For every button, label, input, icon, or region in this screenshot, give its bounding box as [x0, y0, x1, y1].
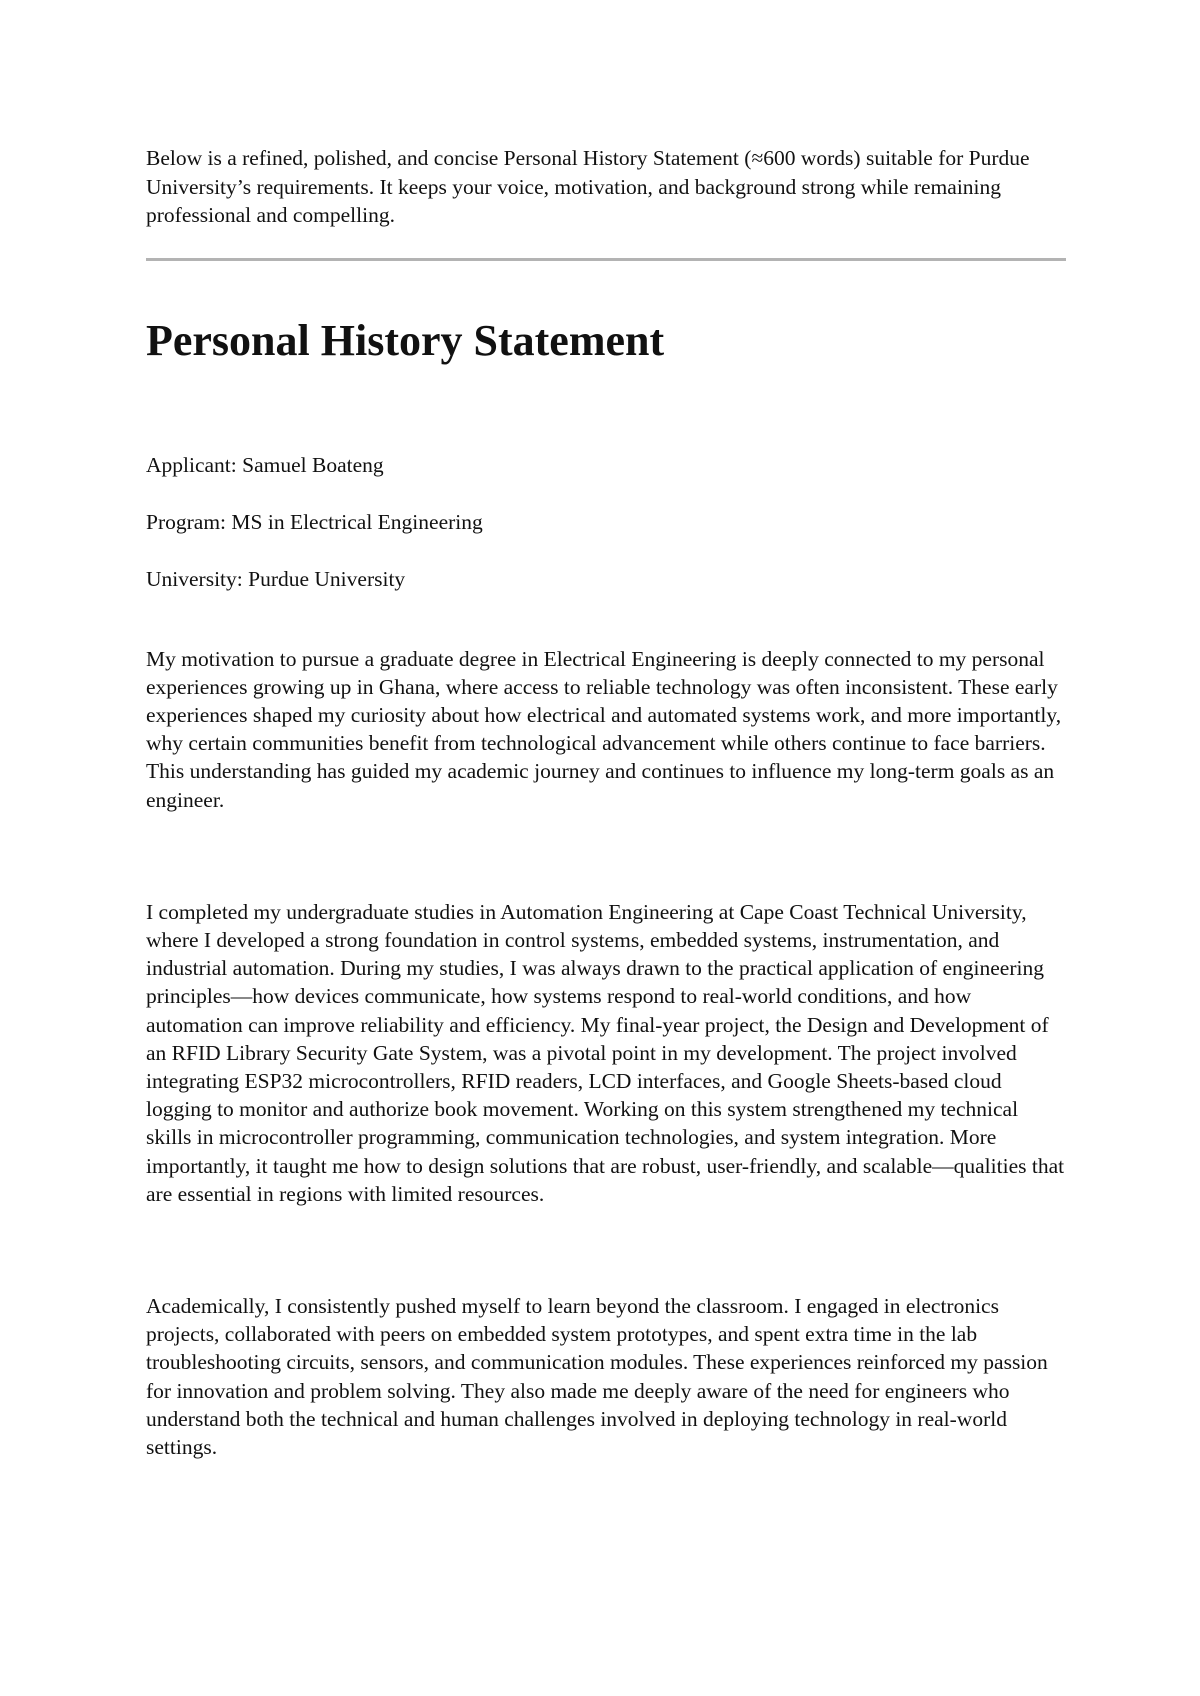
applicant-details: [146, 451, 1066, 593]
statement-body: [146, 645, 1066, 1462]
page-title: Personal History Statement: [146, 315, 665, 365]
program-line: Program: MS in Electrical Engineering: [146, 509, 483, 534]
document-page: [146, 144, 1066, 1461]
horizontal-divider: [146, 258, 1066, 261]
intro-paragraph: Below is a refined, polished, and concise Personal History Statement (≈600 words) suitable for Purdue University’s requirements. It keeps your voice, motivation, and background strong while remaining professional and compelling.: [146, 146, 1030, 227]
body-paragraph-academic: Academically, I consistently pushed myself to learn beyond the classroom. I engaged in electronics projects, collaborated with peers on embedded system prototypes, and spent extra time in the lab troubleshooting circuits, sensors, and communication modules. These experiences reinforced my passion for innovation and problem solving. They also made me deeply aware of the need for engineers who understand both the technical and human challenges involved in deploying technology in real-world settings.: [146, 1293, 1048, 1459]
body-paragraph-undergraduate: I completed my undergraduate studies in Automation Engineering at Cape Coast Technical University, where I developed a strong foundation in control systems, embedded systems, instrumentation, and industrial automation. During my studies, I was always drawn to the practical application of engineering principles—how devices communicate, how systems respond to real-world conditions, and how automation can improve reliability and efficiency. My final-year project, the Design and Development of an RFID Library Security Gate System, was a pivotal point in my development. The project involved integrating ESP32 microcontrollers, RFID readers, LCD interfaces, and Google Sheets-based cloud logging to monitor and authorize book movement. Working on this system strengthened my technical skills in microcontroller programming, communication technologies, and system integration. More importantly, it taught me how to design solutions that are robust, user-friendly, and scalable—qualities that are essential in regions with limited resources.: [146, 899, 1065, 1206]
body-paragraph-motivation: My motivation to pursue a graduate degree in Electrical Engineering is deeply connected to my personal experiences growing up in Ghana, where access to reliable technology was often inconsistent. These early experiences shaped my curiosity about how electrical and automated systems work, and more importantly, why certain communities benefit from technological advancement while others continue to face barriers. This understanding has guided my academic journey and continues to influence my long-term goals as an engineer.: [146, 646, 1062, 812]
applicant-line: Applicant: Samuel Boateng: [146, 452, 384, 477]
university-line: University: Purdue University: [146, 566, 406, 591]
